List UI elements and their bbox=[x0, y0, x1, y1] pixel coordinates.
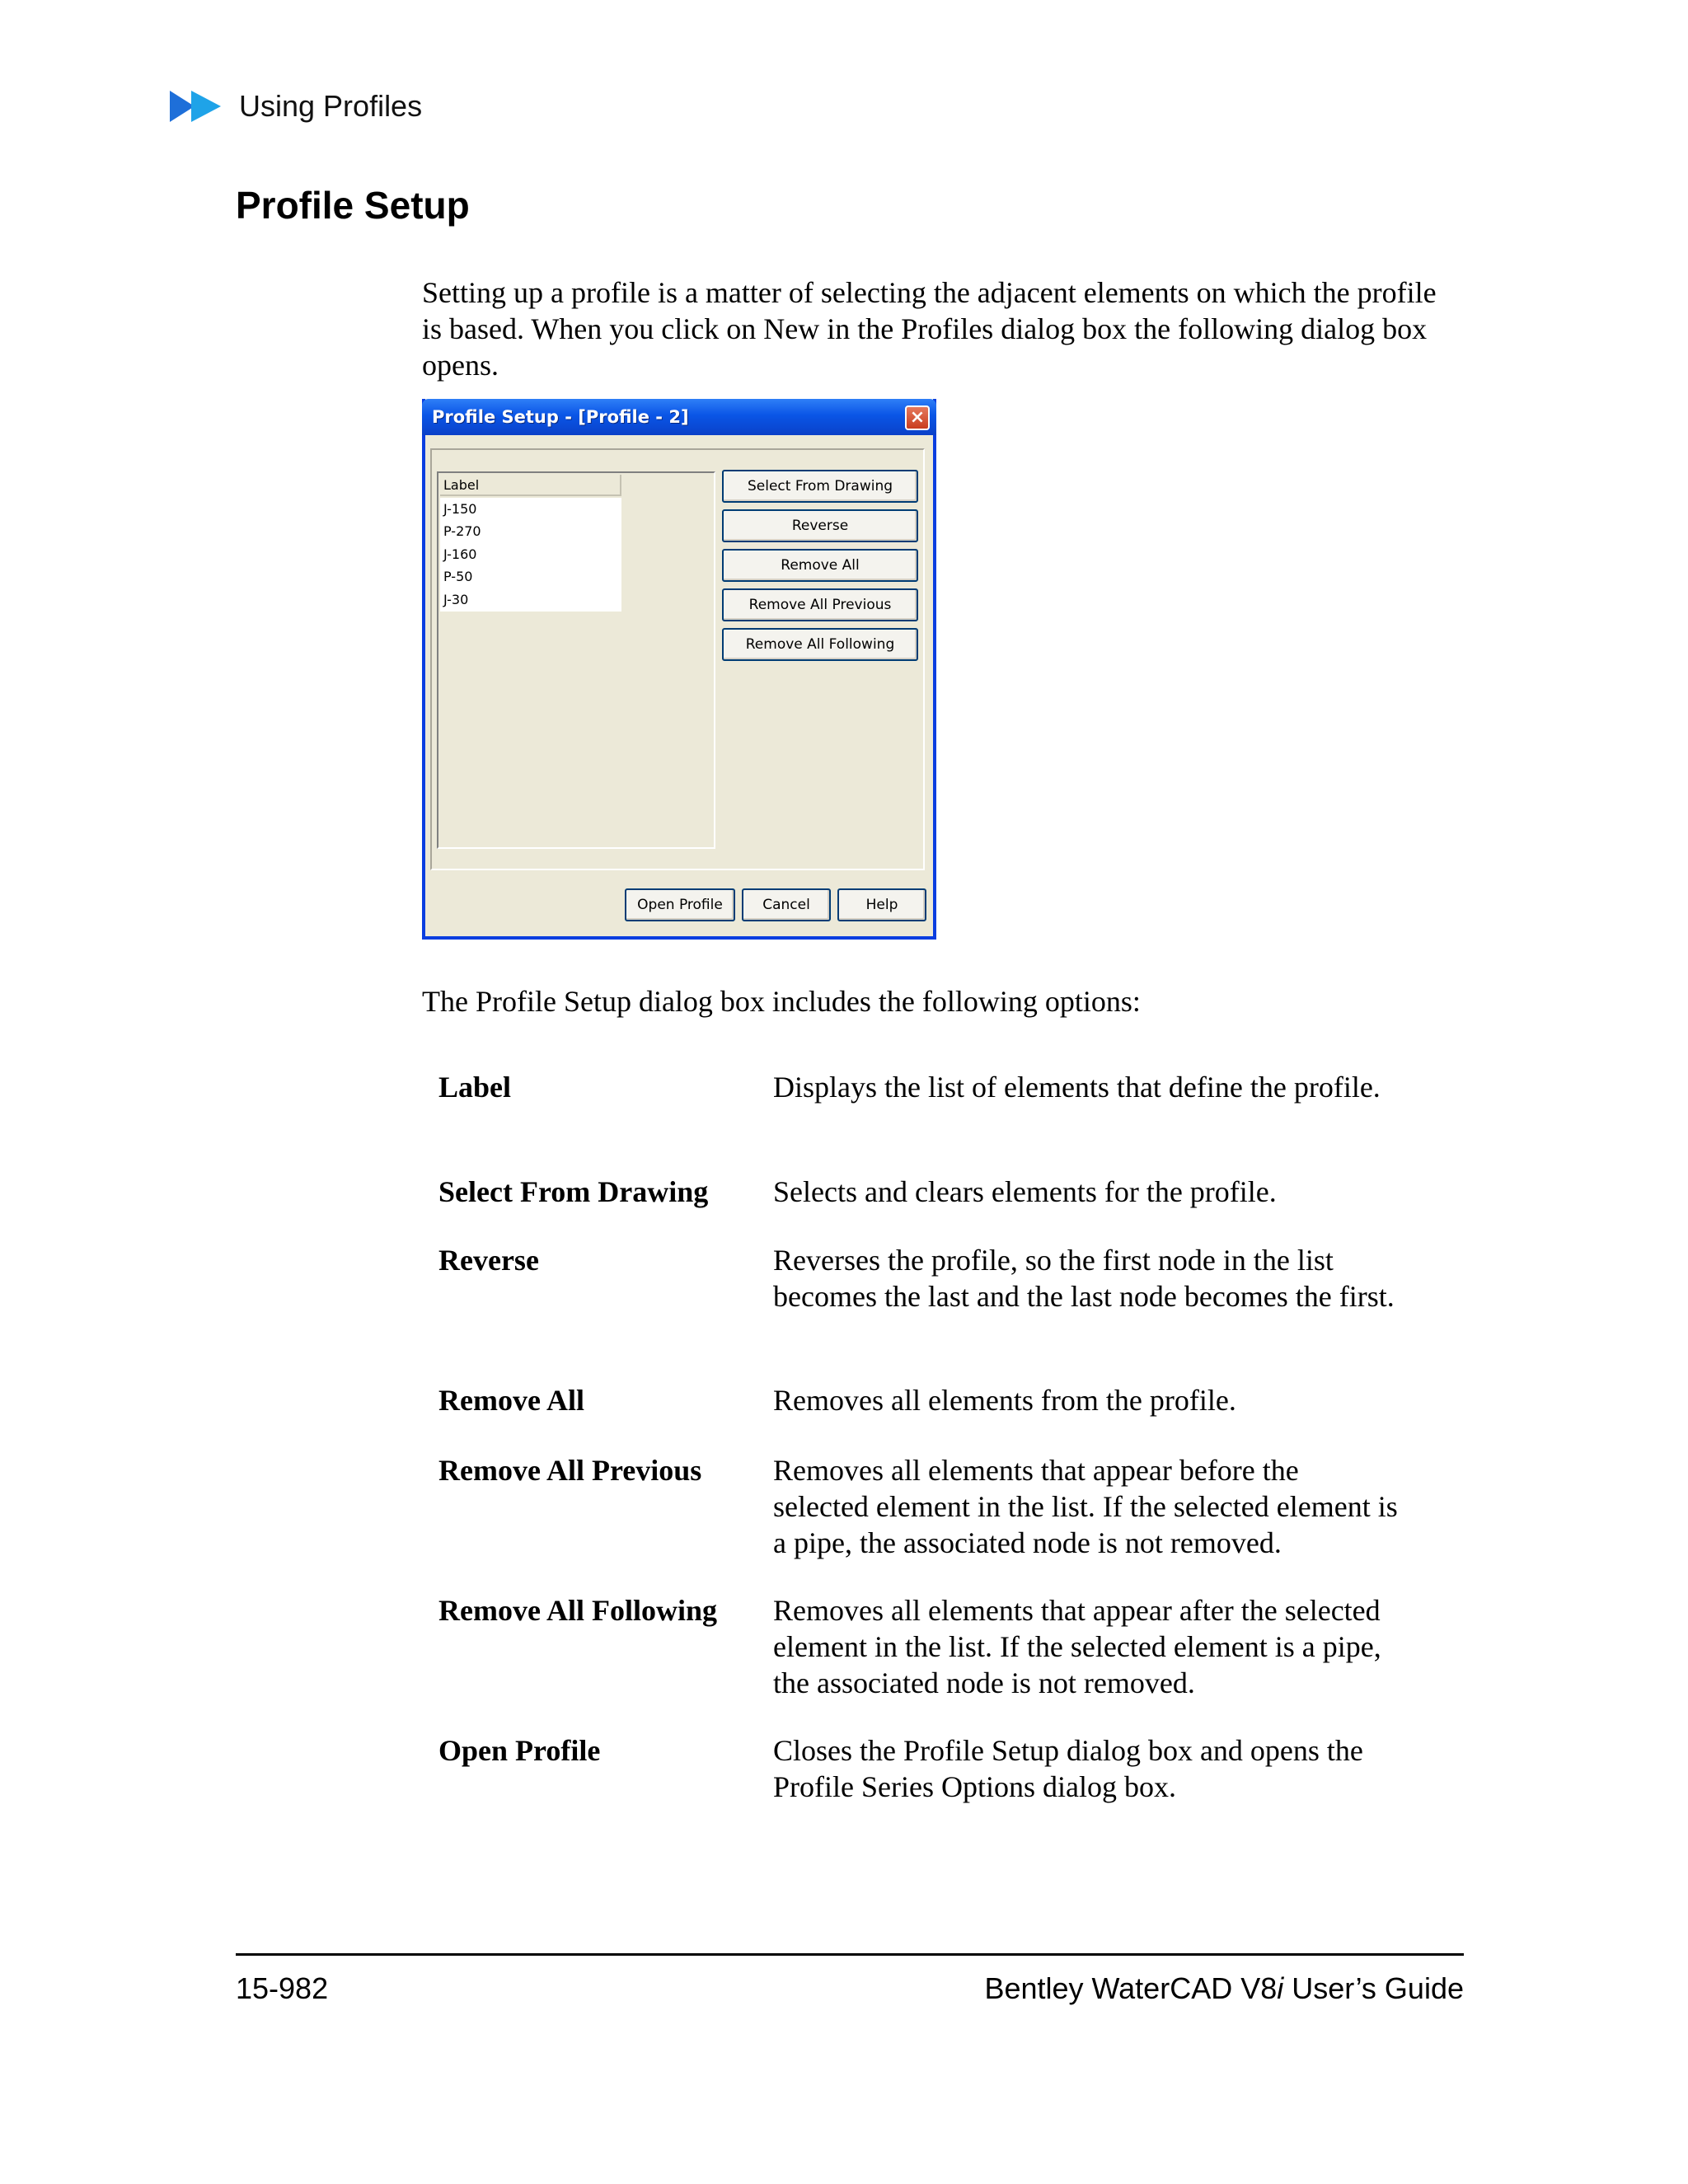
guide-title bbox=[984, 1971, 1464, 2006]
page-title: Profile Setup bbox=[236, 184, 470, 227]
dialog-titlebar bbox=[422, 399, 936, 435]
option-description: Closes the Profile Setup dialog box and opens the Profile Series Options dialog box. bbox=[773, 1734, 1363, 1803]
open-profile-button[interactable]: Open Profile bbox=[625, 888, 735, 921]
label-column-header[interactable]: Label bbox=[440, 475, 621, 496]
option-term: Remove All Following bbox=[438, 1594, 717, 1627]
intro-paragraph: Setting up a profile is a matter of selecting the adjacent elements on which the profile is based. When you click on New in the Profiles dialog box the following dialog box opens. bbox=[422, 276, 1437, 382]
option-description: Reverses the profile, so the first node in the list becomes the last and the last node becomes the first. bbox=[773, 1244, 1395, 1313]
list-item[interactable]: J-150 bbox=[443, 501, 477, 517]
select-from-drawing-button[interactable]: Select From Drawing bbox=[722, 470, 918, 503]
option-term: Remove All Previous bbox=[438, 1454, 702, 1487]
option-term: Remove All bbox=[438, 1384, 584, 1417]
list-item[interactable]: J-160 bbox=[443, 546, 477, 562]
close-button[interactable] bbox=[905, 405, 930, 430]
list-item[interactable]: P-270 bbox=[443, 523, 481, 540]
footer-rule bbox=[236, 1953, 1464, 1956]
section-name: Using Profiles bbox=[239, 89, 423, 123]
dialog-title: Profile Setup - [Profile - 2] bbox=[432, 407, 689, 427]
guide-title-italic: i bbox=[1277, 1971, 1284, 2005]
page-number: 15-982 bbox=[236, 1971, 329, 2005]
close-icon: × bbox=[909, 407, 926, 428]
option-term: Label bbox=[438, 1071, 512, 1104]
help-button[interactable]: Help bbox=[837, 888, 926, 921]
option-description: Removes all elements from the profile. bbox=[773, 1384, 1236, 1417]
option-term: Open Profile bbox=[438, 1734, 601, 1767]
remove-all-previous-button[interactable]: Remove All Previous bbox=[722, 588, 918, 621]
reverse-button[interactable]: Reverse bbox=[722, 509, 918, 542]
label-list-rows bbox=[440, 498, 621, 612]
list-item[interactable]: P-50 bbox=[443, 569, 473, 585]
option-description: Removes all elements that appear before the selected element in the list. If the selected element is a pipe, the associated node is not removed. bbox=[773, 1454, 1398, 1559]
options-lead: The Profile Setup dialog box includes the following options: bbox=[422, 985, 1141, 1018]
option-term: Select From Drawing bbox=[438, 1175, 709, 1208]
running-header bbox=[170, 87, 422, 125]
option-description: Removes all elements that appear after the selected element in the list. If the selected element is a pipe, the associated node is not removed. bbox=[773, 1594, 1381, 1699]
list-item[interactable]: J-30 bbox=[443, 591, 469, 607]
label-list[interactable] bbox=[437, 471, 715, 849]
guide-title-suffix: User’s Guide bbox=[1283, 1971, 1464, 2005]
guide-title-prefix: Bentley WaterCAD V8 bbox=[984, 1971, 1278, 2005]
double-arrow-icon bbox=[170, 87, 223, 125]
option-description: Selects and clears elements for the profile. bbox=[773, 1175, 1277, 1208]
profile-setup-dialog bbox=[422, 399, 936, 940]
remove-all-following-button[interactable]: Remove All Following bbox=[722, 628, 918, 661]
option-term: Reverse bbox=[438, 1244, 539, 1277]
remove-all-button[interactable]: Remove All bbox=[722, 549, 918, 582]
option-description: Displays the list of elements that define the profile. bbox=[773, 1071, 1381, 1104]
cancel-button[interactable]: Cancel bbox=[742, 888, 831, 921]
